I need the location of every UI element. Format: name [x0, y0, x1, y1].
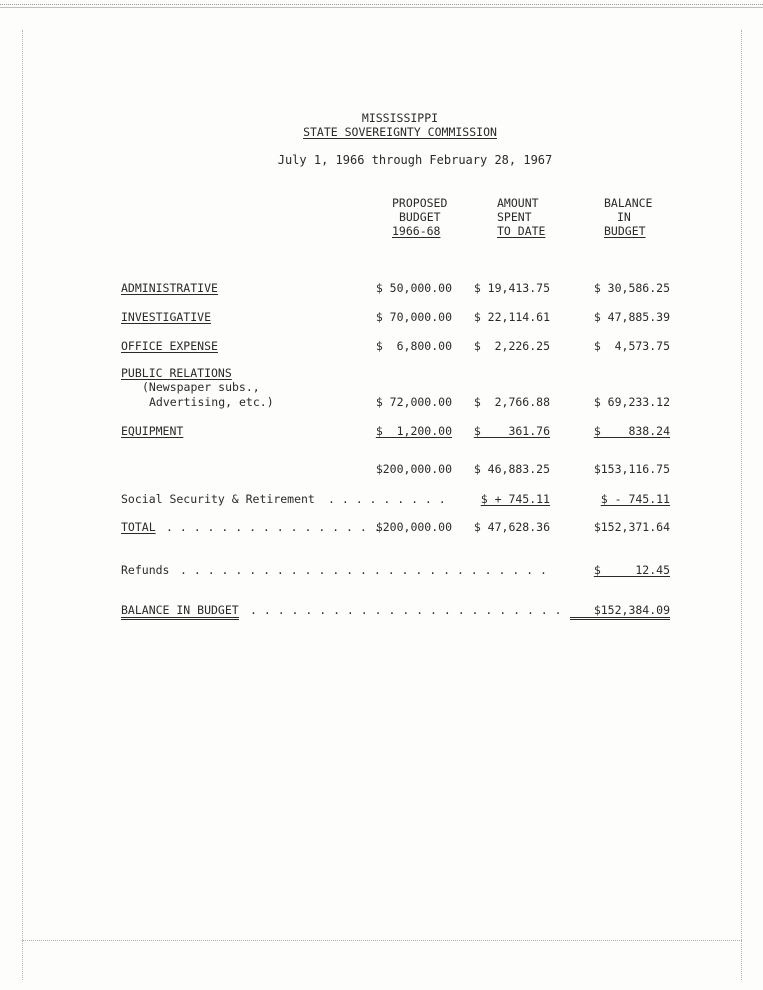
- col-spent-line3: TO DATE: [497, 224, 546, 238]
- row-investigative-balance: $ 47,885.39: [593, 310, 670, 324]
- total-proposed: $200,000.00: [375, 520, 452, 534]
- refunds-balance: $ 12.45: [593, 563, 670, 577]
- row-office-label: OFFICE EXPENSE: [121, 339, 218, 353]
- row-pr-sub1: (Newspaper subs.,: [142, 380, 260, 394]
- row-pr-label: PUBLIC RELATIONS: [121, 366, 232, 380]
- row-administrative-proposed: $ 50,000.00: [375, 281, 452, 295]
- header-period: July 1, 1966 through February 28, 1967: [277, 153, 553, 167]
- col-proposed-line3: 1966-68: [392, 224, 441, 238]
- row-investigative-spent: $ 22,114.61: [473, 310, 550, 324]
- refunds-label: Refunds: [121, 563, 170, 577]
- col-balance-line1: BALANCE: [604, 196, 653, 210]
- subtotal-spent: $ 46,883.25: [473, 462, 550, 476]
- balance-in-budget-label: BALANCE IN BUDGET: [121, 603, 239, 620]
- balance-in-budget-leader: . . . . . . . . . . . . . . . . . . . . . . .: [250, 603, 562, 617]
- page-bottom-edge: [22, 940, 742, 941]
- col-spent-line1: AMOUNT: [497, 196, 539, 210]
- social-security-label: Social Security & Retirement: [121, 492, 315, 506]
- refunds-leader: . . . . . . . . . . . . . . . . . . . . . . . . . . .: [180, 563, 547, 577]
- total-balance: $152,371.64: [593, 520, 670, 534]
- header-state: MISSISSIPPI: [361, 111, 439, 125]
- row-administrative-spent: $ 19,413.75: [473, 281, 550, 295]
- row-investigative-proposed: $ 70,000.00: [375, 310, 452, 324]
- header-agency: STATE SOVEREIGNTY COMMISSION: [303, 125, 497, 139]
- row-equipment-proposed: $ 1,200.00: [375, 424, 452, 438]
- row-equipment-balance: $ 838.24: [593, 424, 670, 438]
- row-equipment-spent: $ 361.76: [473, 424, 550, 438]
- social-security-spent: $ + 745.11: [480, 492, 550, 506]
- total-leader: . . . . . . . . . . . . . . . .: [166, 520, 381, 534]
- row-investigative-label: INVESTIGATIVE: [121, 310, 212, 324]
- col-balance-line3: BUDGET: [604, 224, 646, 238]
- subtotal-proposed: $200,000.00: [375, 462, 452, 476]
- row-pr-sub2: Advertising, etc.): [149, 395, 274, 409]
- page-left-edge: [22, 30, 23, 980]
- row-office-spent: $ 2,226.25: [473, 339, 550, 353]
- total-label: TOTAL: [121, 520, 156, 534]
- col-balance-line2: IN: [617, 210, 631, 224]
- social-security-balance: $ - 745.11: [600, 492, 670, 506]
- balance-in-budget-value: $152,384.09: [570, 603, 670, 620]
- row-pr-spent: $ 2,766.88: [473, 395, 550, 409]
- row-office-balance: $ 4,573.75: [593, 339, 670, 353]
- col-proposed-line1: PROPOSED: [392, 196, 448, 210]
- subtotal-balance: $153,116.75: [593, 462, 670, 476]
- col-spent-line2: SPENT: [497, 210, 532, 224]
- page-top-edge: [0, 4, 763, 5]
- row-office-proposed: $ 6,800.00: [375, 339, 452, 353]
- page-top-rule: [0, 7, 763, 8]
- total-spent: $ 47,628.36: [473, 520, 550, 534]
- row-pr-proposed: $ 72,000.00: [375, 395, 452, 409]
- social-security-leader: . . . . . . . . .: [328, 492, 446, 506]
- row-administrative-balance: $ 30,586.25: [593, 281, 670, 295]
- row-equipment-label: EQUIPMENT: [121, 424, 184, 438]
- row-administrative-label: ADMINISTRATIVE: [121, 281, 218, 295]
- col-proposed-line2: BUDGET: [399, 210, 441, 224]
- row-pr-balance: $ 69,233.12: [593, 395, 670, 409]
- page-right-edge: [741, 30, 742, 980]
